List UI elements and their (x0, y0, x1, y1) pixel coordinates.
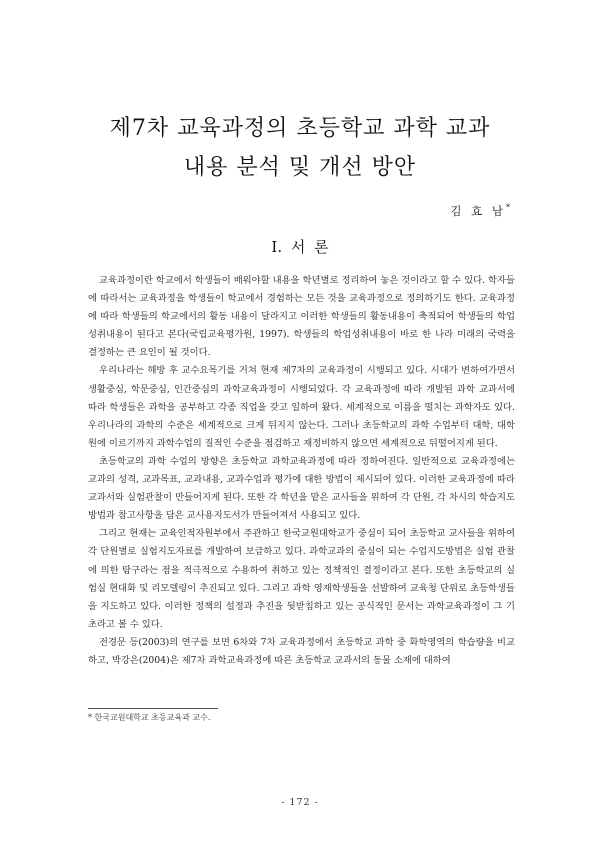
author-footnote-mark: * (506, 203, 510, 213)
footnote: * 한국교원대학교 초등교육과 교수. (88, 713, 211, 722)
title-line-1: 제7차 교육과정의 초등학교 과학 교과 (109, 116, 491, 141)
page-number: - 172 - (281, 797, 319, 808)
paragraph: 초등학교의 과학 수업의 방향은 초등학교 과학교육과정에 따라 정하여진다. 일반적으로 교육과정에는 교과의 성격, 교과목표, 교과내용, 교과수업과 평가에 대한 방법이 제시되어 있다. 이러한 교육과정에 따라 교과서와 실험관찰이 만들어지게 된다. 또한 각 학년을 맡은 교사들을 위하여 각 단원, 각 차시의 학습지도방법과 참고사항을 담은 교사용지도서가 만들어져서 사용되고 있다. (88, 455, 515, 522)
body-text (88, 272, 515, 670)
section-heading: I. 서 론 (271, 238, 329, 256)
paragraph: 우리나라는 해방 후 교수요목기를 거쳐 현재 제7차의 교육과정이 시행되고 있다. 시대가 변하여가면서 생활중심, 학문중심, 인간중심의 과학교육과정이 시행되었다. 각 교육과정에 따라 개발된 과학 교과서에 따라 학생들은 과학을 공부하고 각종 직업을 갖고 일하여 왔다. 세계적으로 이름을 떨치는 과학자도 있다. 우리나라의 과학의 수준은 세계적으로 크게 뒤지지 않는다. 그러나 초등학교의 과학 수업부터 대학, 대학원에 이르기까지 과학수업의 질적인 수준을 점검하고 재정비하지 않으면 세계적으로 뒤떨어지게 된다. (88, 365, 515, 449)
paragraph: 그리고 현재는 교육인적자원부에서 주관하고 한국교원대학교가 중심이 되어 초등학교 교사들을 위하여 각 단원별로 실험지도자료를 개발하여 보급하고 있다. 과학교과의 중심이 되는 수업지도방법은 실험 관찰에 의한 탐구라는 점을 적극적으로 수용하여 취하고 있는 정책적인 결정이라고 본다. 또한 초등학교의 실험실 현대화 및 리모델링이 추진되고 있다. 그리고 과학 영재학생들을 선발하여 교육청 단위로 초등학생들을 지도하고 있다. 이러한 정책의 설정과 추진을 뒷받침하고 있는 공식적인 문서는 과학교육과정이 그 기초라고 볼 수 있다. (88, 528, 515, 630)
paragraph: 전경문 등(2003)의 연구를 보면 6차와 7차 교육과정에서 초등학교 과학 중 화학영역의 학습량을 비교하고, 박강은(2004)은 제7차 과학교육과정에 따른 초등학교 교과서의 동물 소재에 대하여 (88, 636, 515, 666)
author-name: 김 효 남 (450, 204, 506, 218)
paragraph: 교육과정이란 학교에서 학생들이 배워야할 내용을 학년별로 정리하여 놓은 것이라고 할 수 있다. 학자들에 따라서는 교육과정을 학생들이 학교에서 경험하는 모든 것을 교육과정으로 정의하기도 한다. 교육과정에 따라 학생들의 학교에서의 활동 내용이 달라지고 이러한 학생들의 활동내용이 축적되어 학생들의 학업성취내용이 된다고 본다(국립교육평가원, 1997). 학생들의 학업성취내용이 바로 한 나라 미래의 국력을 결정하는 큰 요인이 될 것이다. (88, 275, 515, 359)
footnote-divider (88, 708, 218, 709)
title-line-2: 내용 분석 및 개선 방안 (183, 155, 417, 180)
author (450, 203, 510, 219)
